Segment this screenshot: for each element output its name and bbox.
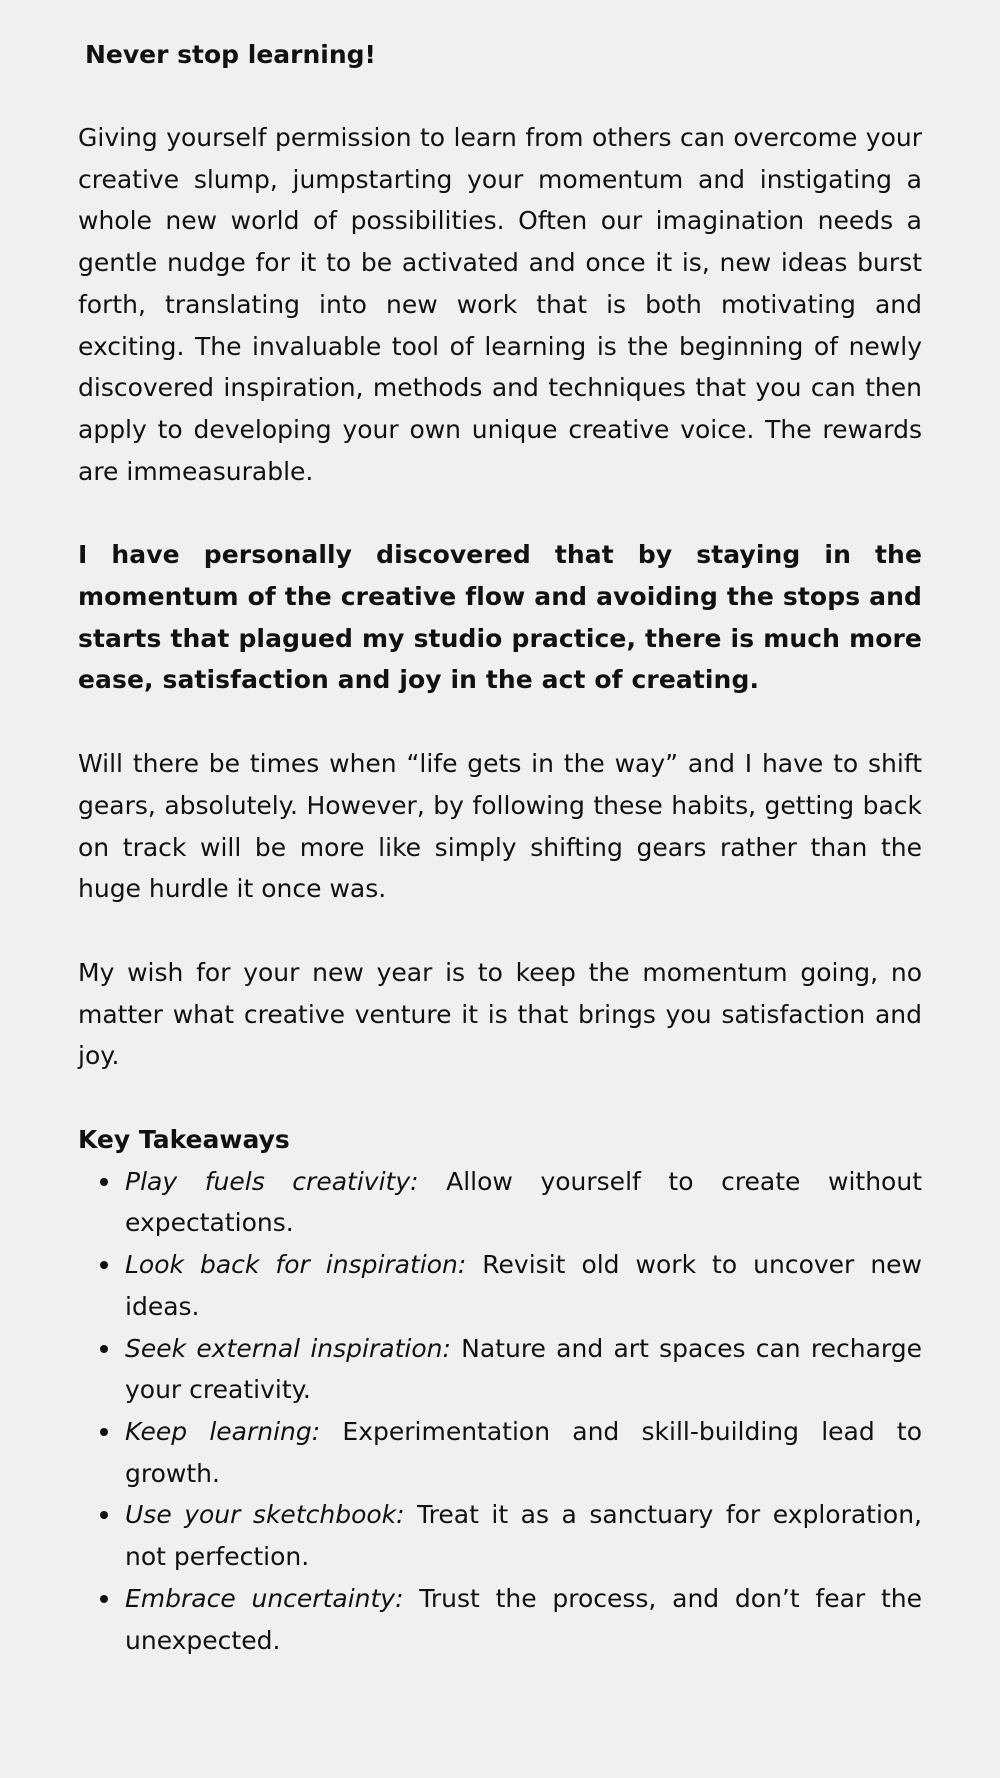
takeaway-text: Revisit old work to uncover new ideas.: [125, 1250, 922, 1321]
key-takeaways-list: [78, 1161, 922, 1661]
paragraph-new-year-wish: My wish for your new year is to keep the momentum going, no matter what creative venture it is that brings you satisfaction and joy.: [78, 957, 922, 1071]
takeaway-label: Keep learning:: [125, 1416, 321, 1446]
takeaway-text: Treat it as a sanctuary for exploration, not perfection.: [125, 1500, 923, 1572]
takeaway-label: Embrace uncertainty:: [125, 1583, 404, 1613]
key-takeaways-title: Key Takeaways: [78, 1125, 290, 1155]
takeaway-item: [125, 1244, 922, 1327]
takeaway-text: Trust the process, and don’t fear the unexpected.: [125, 1583, 922, 1655]
takeaway-item: [125, 1161, 922, 1244]
paragraph-learning: Giving yourself permission to learn from others can overcome your creative slump, jumpstarting your momentum and instigating a whole new world of possibilities. Often our imagination needs a gentle nudge for it to be activated and once it is, new ideas burst forth, translating into new work that is both motivating and exciting. The invaluable tool of learning is the beginning of newly discovered inspiration, methods and techniques that you can then apply to developing your own unique creative voice. The rewards are immeasurable.: [78, 123, 922, 486]
section-heading: Never stop learning!: [85, 40, 376, 69]
takeaway-item: [125, 1494, 922, 1577]
paragraph-momentum-bold: I have personally discovered that by staying in the momentum of the creative flow and avoiding the stops and starts that plagued my studio practice, there is much more ease, satisfaction and joy in the act of creating.: [78, 540, 922, 695]
takeaway-item: [125, 1328, 922, 1411]
takeaway-item: [125, 1578, 922, 1661]
takeaway-label: Play fuels creativity:: [125, 1166, 419, 1196]
takeaway-text: Nature and art spaces can recharge your creativity.: [125, 1333, 922, 1405]
takeaway-text: Experimentation and skill-building lead to growth.: [125, 1416, 923, 1488]
takeaway-label: Look back for inspiration:: [125, 1250, 467, 1280]
takeaway-text: Allow yourself to create without expectations.: [125, 1166, 923, 1238]
takeaway-label: Use your sketchbook:: [125, 1500, 405, 1530]
paragraph-shift-gears: Will there be times when “life gets in the way” and I have to shift gears, absolutely. However, by following these habits, getting back on track will be more like simply shifting gears rather than the huge hurdle it once was.: [78, 749, 922, 904]
article-body: [78, 34, 922, 1661]
takeaway-item: [125, 1411, 922, 1494]
takeaway-label: Seek external inspiration:: [125, 1333, 451, 1363]
